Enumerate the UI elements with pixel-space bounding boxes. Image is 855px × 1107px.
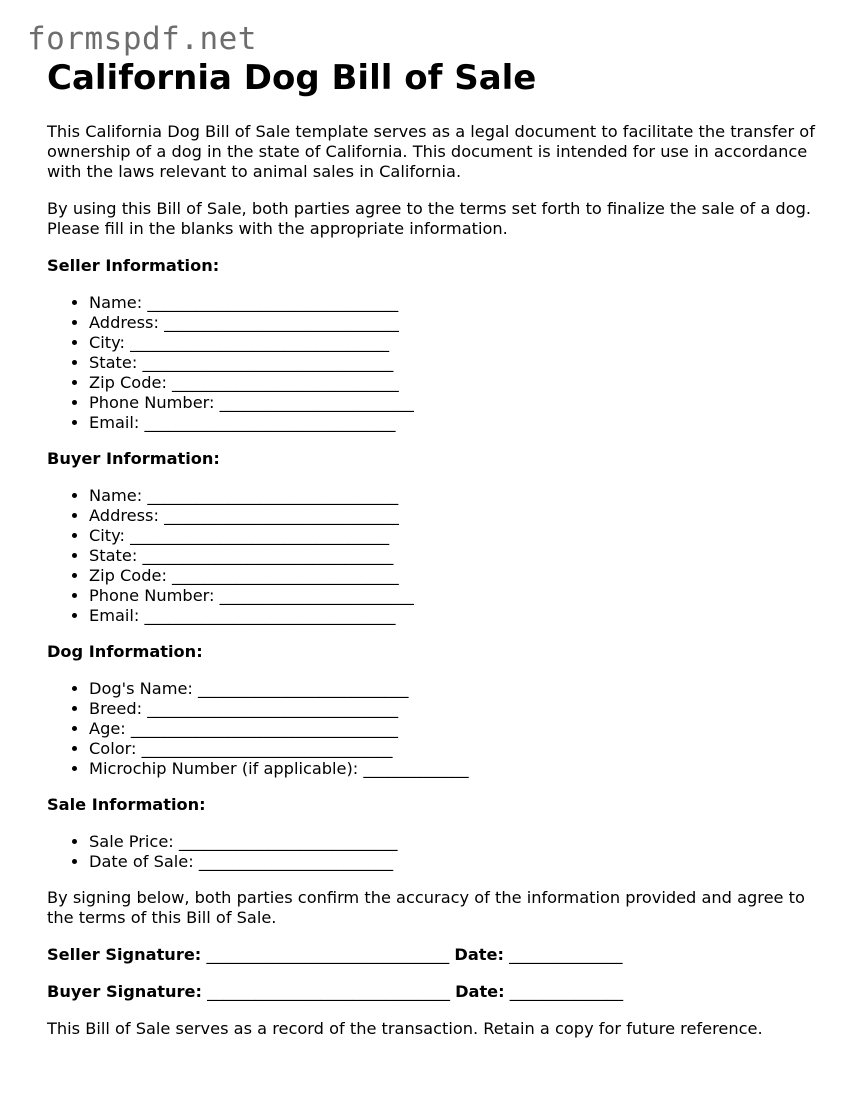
seller-signature-label: Seller Signature: — [47, 945, 202, 964]
seller-field-list — [47, 293, 817, 433]
buyer-state-field[interactable]: • State: _______________________________ — [89, 546, 817, 566]
seller-heading: Seller Information: — [47, 256, 220, 275]
seller-date-label: Date: — [454, 945, 504, 964]
dog-field-list — [47, 679, 817, 779]
seller-signature-row — [47, 945, 817, 965]
dog-color-field[interactable]: • Color: _______________________________ — [89, 739, 817, 759]
sale-field-list — [47, 832, 817, 872]
sale-heading: Sale Information: — [47, 795, 206, 814]
buyer-signature-row — [47, 982, 817, 1002]
buyer-name-field[interactable]: • Name: _______________________________ — [89, 486, 817, 506]
seller-state-field[interactable]: • State: _______________________________ — [89, 353, 817, 373]
buyer-zip-field[interactable]: • Zip Code: ____________________________ — [89, 566, 817, 586]
seller-date-field[interactable]: ______________ — [509, 945, 623, 964]
seller-city-field[interactable]: • City: ________________________________ — [89, 333, 817, 353]
intro-paragraph: This California Dog Bill of Sale template serves as a legal document to facilitate the transfer of ownership of a dog in the state of California. This document is intended for use in accordance with the laws relevant to animal sales in California. — [47, 122, 815, 181]
buyer-address-field[interactable]: • Address: _____________________________ — [89, 506, 817, 526]
buyer-field-list — [47, 486, 817, 626]
buyer-phone-field[interactable]: • Phone Number: ________________________ — [89, 586, 817, 606]
dog-heading: Dog Information: — [47, 642, 203, 661]
sale-price-field[interactable]: • Sale Price: ___________________________ — [89, 832, 817, 852]
buyer-city-field[interactable]: • City: ________________________________ — [89, 526, 817, 546]
sale-date-field[interactable]: • Date of Sale: ________________________ — [89, 852, 817, 872]
instructions-paragraph: By using this Bill of Sale, both parties agree to the terms set forth to finalize the sale of a dog. Please fill in the blanks with the appropriate information. — [47, 199, 812, 238]
buyer-email-field[interactable]: • Email: _______________________________ — [89, 606, 817, 626]
seller-email-field[interactable]: • Email: _______________________________ — [89, 413, 817, 433]
dog-breed-field[interactable]: • Breed: _______________________________ — [89, 699, 817, 719]
seller-phone-field[interactable]: • Phone Number: ________________________ — [89, 393, 817, 413]
document-body — [47, 122, 817, 1056]
dog-age-field[interactable]: • Age: _________________________________ — [89, 719, 817, 739]
confirm-paragraph: By signing below, both parties confirm the accuracy of the information provided and agree to the terms of this Bill of Sale. — [47, 888, 805, 927]
dog-name-field[interactable]: • Dog's Name: __________________________ — [89, 679, 817, 699]
buyer-date-field[interactable]: ______________ — [509, 982, 624, 1001]
buyer-date-label: Date: — [455, 982, 505, 1001]
seller-signature-field[interactable]: ______________________________ — [206, 945, 450, 964]
watermark-logo: formspdf.net — [27, 21, 257, 57]
dog-microchip-field[interactable]: • Microchip Number (if applicable): _____________ — [89, 759, 817, 779]
buyer-heading: Buyer Information: — [47, 449, 220, 468]
page-title: California Dog Bill of Sale — [47, 58, 537, 98]
seller-name-field[interactable]: • Name: _______________________________ — [89, 293, 817, 313]
seller-address-field[interactable]: • Address: _____________________________ — [89, 313, 817, 333]
buyer-signature-field[interactable]: ______________________________ — [207, 982, 450, 1001]
seller-zip-field[interactable]: • Zip Code: ____________________________ — [89, 373, 817, 393]
footer-note: This Bill of Sale serves as a record of the transaction. Retain a copy for future reference. — [47, 1019, 763, 1038]
buyer-signature-label: Buyer Signature: — [47, 982, 202, 1001]
